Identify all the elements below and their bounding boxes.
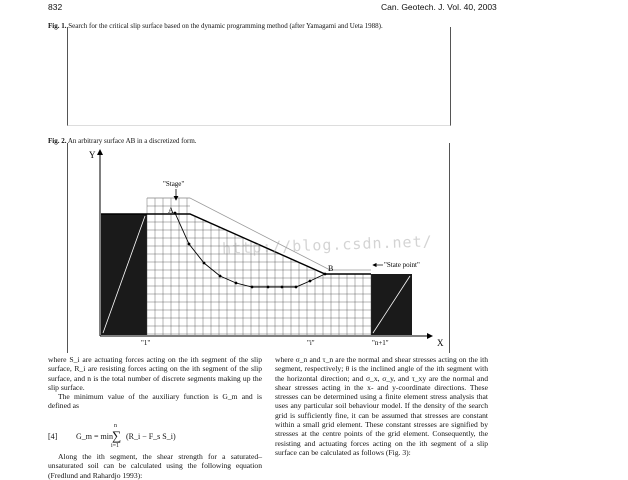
point-a-label: A bbox=[168, 206, 174, 215]
slip-node bbox=[295, 286, 298, 289]
figure2-label: Fig. 2. bbox=[48, 137, 67, 145]
search-grid bbox=[147, 198, 371, 335]
slip-node bbox=[281, 286, 284, 289]
slip-node bbox=[324, 273, 327, 276]
left-para-1: where S_i are actuating forces acting on the ith segment of the slip surface, R_i are resisting forces acting on the ith segment of the slip surface, and n is the total number of discrete segments making up the slip surface. bbox=[48, 355, 262, 392]
slip-node bbox=[251, 286, 254, 289]
slip-node bbox=[235, 282, 238, 285]
watermark-text: http://blog.csdn.net/ bbox=[221, 232, 433, 258]
tick-label-n1: "n+1" bbox=[372, 339, 389, 347]
page-number: 832 bbox=[48, 2, 63, 12]
equation-sigma: ∑ bbox=[112, 428, 122, 443]
equation-4 bbox=[48, 423, 262, 449]
figure2-caption-text: An arbitrary surface AB in a discretized form. bbox=[67, 137, 197, 145]
equation-rhs: (R_i − F_s S_i) bbox=[126, 432, 176, 441]
equation-sigma-bottom: i=1 bbox=[111, 443, 120, 449]
figure1-caption-text: Search for the critical slip surface based on the dynamic programming method (after Yamagami and Ueta 1988). bbox=[68, 22, 383, 30]
left-para-3: Along the ith segment, the shear strength for a saturated–unsaturated soil can be calculated using the following equation (Fredlund and Rahardjo 1993): bbox=[48, 452, 262, 480]
equation-number: [4] bbox=[48, 432, 58, 441]
equation-lhs: G_m = min bbox=[76, 432, 113, 441]
point-b-label: B bbox=[328, 264, 334, 273]
left-para-2: The minimum value of the auxiliary function is G_m and is defined as bbox=[48, 392, 262, 411]
slip-node bbox=[188, 243, 191, 246]
tick-label-1: "1" bbox=[141, 339, 151, 347]
stage-label: "Stage" bbox=[163, 180, 185, 188]
state-point-label: "State point" bbox=[384, 261, 420, 269]
x-axis-label: X bbox=[437, 338, 444, 348]
slip-node bbox=[219, 275, 222, 278]
left-column-lower bbox=[48, 452, 262, 480]
y-axis-label: Y bbox=[89, 150, 96, 160]
slip-node bbox=[267, 286, 270, 289]
slip-node bbox=[309, 280, 312, 283]
slip-node bbox=[203, 262, 206, 265]
figure1-label: Fig. 1. bbox=[48, 22, 67, 30]
equation-sigma-top: n bbox=[114, 423, 117, 429]
tick-label-i: "i" bbox=[307, 339, 315, 347]
right-column bbox=[275, 355, 488, 457]
slip-node bbox=[174, 212, 177, 215]
right-para-1: where σ_n and τ_n are the normal and shear stresses acting on the ith segment, respectively; θ is the inclined angle of the ith segment with the horizontal direction; and σ_x, σ_y, and τ_xy are the normal and shear stresses acting in the x- and y-coordinate directions. These stresses can be determined using a finite element stress analysis that uses any particular soil behaviour model. If the density of the search grid is sufficiently fine, it can be assumed that stresses are constant within a small grid element. These constant stresses are signified by stresses at the centre points of the grid element. Consequently, the resisting and actuating forces acting on the ith segment of a slip surface can be calculated as follows (Fig. 3): bbox=[275, 355, 488, 457]
journal-citation: Can. Geotech. J. Vol. 40, 2003 bbox=[381, 2, 497, 12]
left-column bbox=[48, 355, 262, 411]
